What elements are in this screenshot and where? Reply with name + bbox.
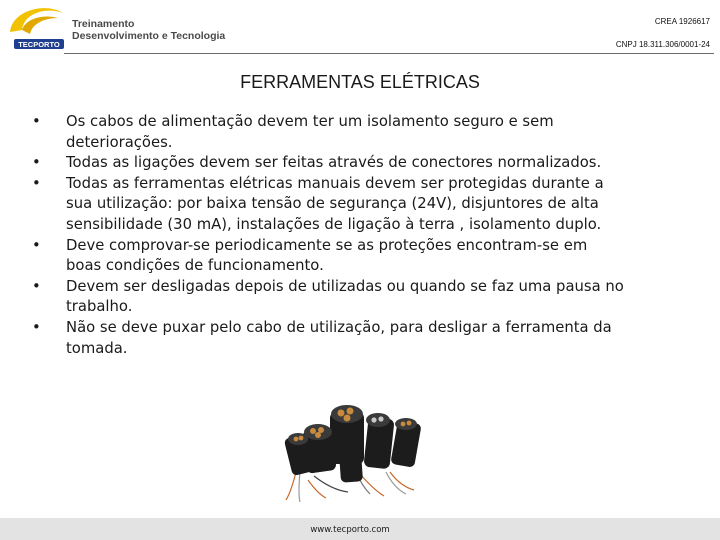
bullet-list xyxy=(32,112,700,359)
bullet-item xyxy=(32,174,700,236)
bullet-text-line: Devem ser desligadas depois de utilizadas ou quando se faz uma pausa no xyxy=(66,277,624,295)
company-name xyxy=(72,18,225,42)
cnpj-number: CNPJ 18.311.306/0001-24 xyxy=(615,40,710,49)
bullet-dot-icon: • xyxy=(32,174,41,192)
bullet-text-line: Não se deve puxar pelo cabo de utilização, para desligar a ferramenta da xyxy=(66,318,612,336)
logo-swoosh-icon xyxy=(6,4,66,50)
company-name-line1: Treinamento xyxy=(72,18,135,30)
company-logo xyxy=(6,4,66,50)
bullet-item xyxy=(32,318,700,359)
footer-url: www.tecporto.com xyxy=(310,525,390,535)
bullet-text-line: trabalho. xyxy=(66,298,133,316)
logo-text: TECPORTO xyxy=(18,40,60,49)
page-title: FERRAMENTAS ELÉTRICAS xyxy=(240,72,480,92)
header-divider xyxy=(64,53,714,54)
company-name-line2: Desenvolvimento e Tecnologia xyxy=(72,30,226,42)
bullet-dot-icon: • xyxy=(32,236,41,254)
bullet-item xyxy=(32,236,700,277)
bullet-item xyxy=(32,277,700,318)
bullet-text-line: deteriorações. xyxy=(66,133,173,151)
bullet-text-line: boas condições de funcionamento. xyxy=(66,257,324,275)
bullet-text-line: Deve comprovar-se periodicamente se as proteções encontram-se em xyxy=(66,236,588,254)
crea-number: CREA 1926617 xyxy=(654,17,710,26)
cables-image xyxy=(266,402,436,510)
bullet-item xyxy=(32,112,700,153)
bullet-dot-icon: • xyxy=(32,277,41,295)
bullet-text-line: Todas as ligações devem ser feitas através de conectores normalizados. xyxy=(66,154,602,172)
bullet-text-line: Os cabos de alimentação devem ter um isolamento seguro e sem xyxy=(66,113,554,130)
bullet-text-line: sua utilização: por baixa tensão de segurança (24V), disjuntores de alta xyxy=(66,195,599,213)
bullet-text-line: sensibilidade (30 mA), instalações de ligação à terra , isolamento duplo. xyxy=(66,215,602,233)
bullet-item xyxy=(32,153,700,174)
bullet-dot-icon: • xyxy=(32,154,41,172)
bullet-text-line: tomada. xyxy=(66,339,128,357)
bullet-dot-icon: • xyxy=(32,318,41,336)
bullet-text-line: Todas as ferramentas elétricas manuais devem ser protegidas durante a xyxy=(66,174,604,192)
bullet-dot-icon: • xyxy=(32,113,41,130)
